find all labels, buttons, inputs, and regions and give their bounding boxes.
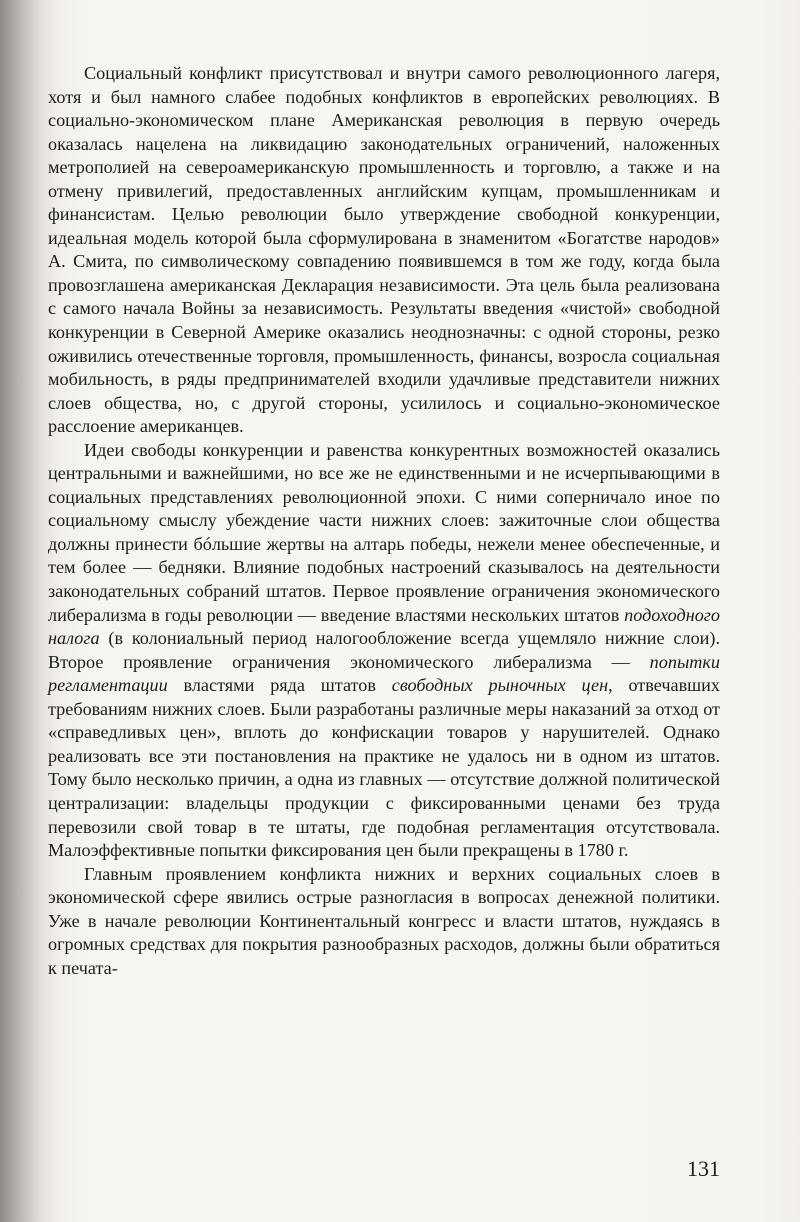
paragraph-monetary-policy <box>48 863 720 981</box>
text-run: (в колониальный период налогообложение всегда ущемляло нижние слои). Второе проявление ограничения экономического либерализма — <box>48 628 720 672</box>
text-run: властями ряда штатов <box>167 675 392 696</box>
paragraph-competition-ideas <box>48 439 720 863</box>
text-run: , отвечавших требованиям нижних слоев. Были разработаны различные меры наказаний за отход от «справедливых цен», вплоть до конфискации товаров у нарушителей. Однако реализовать все эти постановления на практике не удалось ни в одном из штатов. Тому было несколько причин, а одна из главных — отсутствие должной политической централизации: владельцы продукции с фиксированными ценами без труда перевозили свой товар в те штаты, где подобная регламентация отсутствовала. Малоэффективные попытки фиксирования цен были прекращены в 1780 г. <box>48 675 720 861</box>
italic-term-regulation-attempts: попытки регламентации <box>48 651 720 696</box>
text-run: Идеи свободы конкуренции и равенства конкурентных возможностей оказались центральными и важнейшими, но все же не единственными и не исчерпывающими в социальных представлениях революционной эпохи. С ними соперничало иное по социальному смыслу убеждение части нижних слоев: зажиточные слои общества должны принести бóльшие жертвы на алтарь победы, нежели менее обеспеченные, и тем более — бедняки. Влияние подобных настроений сказывалось на деятельности законодательных собраний штатов. Первое проявление ограничения экономического либерализма в годы революции — введение властями нескольких штатов <box>48 439 720 625</box>
page-text <box>48 62 720 980</box>
text-run: Главным проявлением конфликта нижних и верхних социальных слоев в экономической сфере явились острые разногласия в вопросах денежной политики. Уже в начале революции Континентальный конгресс и власти штатов, нуждаясь в огромных средствах для покрытия разнообразных расходов, должны были обратиться к печата- <box>48 863 720 978</box>
paragraph-social-conflict <box>48 62 720 439</box>
page-number: 131 <box>687 1156 720 1181</box>
italic-term-free-market-prices: свободных рыночных цен <box>391 675 609 696</box>
italic-term-income-tax: подоходного налога <box>48 604 720 649</box>
text-run: Социальный конфликт присутствовал и внутри самого революционного лагеря, хотя и был намного слабее подобных конфликтов в европейских революциях. В социально-экономическом плане Американская революция в первую очередь оказалась нацелена на ликвидацию законодательных ограничений, наложенных метрополией на североамериканскую промышленность и торговлю, а также и на отмену привилегий, предоставленных английским купцам, промышленникам и финансистам. Целью революции было утверждение свободной конкуренции, идеальная модель которой была сформулирована в знаменитом «Богатстве народов» А. Смита, по символическому совпадению появившемся в том же году, когда была провозглашена американская Декларация независимости. Эта цель была реализована с самого начала Войны за независимость. Результаты введения «чистой» свободной конкуренции в Северной Америке оказались неоднозначны: с одной стороны, резко оживились отечественные торговля, промышленность, финансы, возросла социальная мобильность, в ряды предпринимателей входили удачливые представители нижних слоев общества, но, с другой стороны, усилилось и социально-экономическое расслоение американцев. <box>48 63 720 437</box>
